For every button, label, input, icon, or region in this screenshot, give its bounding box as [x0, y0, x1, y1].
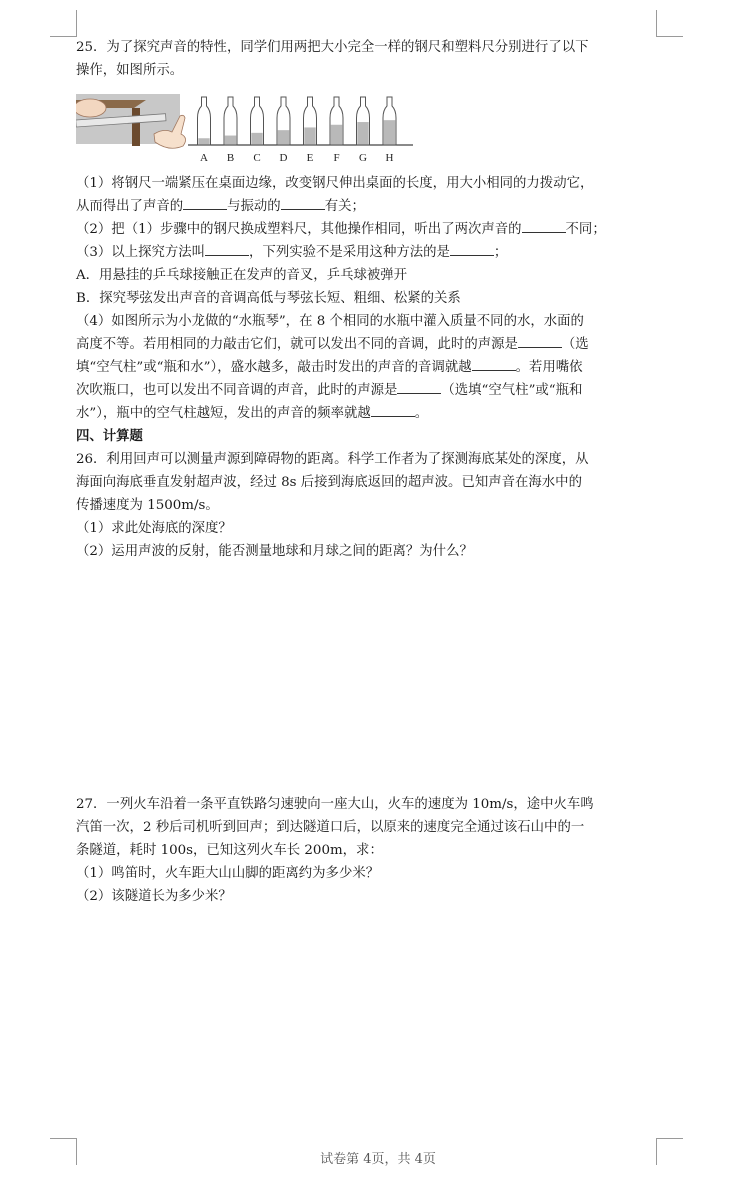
q25-part1-text-a: 从而得出了声音的 — [76, 199, 184, 214]
q27-line-1: 27．一列火车沿着一条平直铁路匀速驶向一座大山，火车的速度为 10m/s，途中火车鸣 — [76, 797, 594, 812]
q25-part1-text-b: 与振动的 — [227, 199, 281, 214]
q25-part3-text-a: （3）以上探究方法叫 — [76, 245, 206, 260]
q25-part4-text: 水”），瓶中的空气柱越短，发出的声音的频率就越 — [76, 406, 371, 421]
bottle-outline — [198, 97, 211, 145]
q25-stem-line-1: 25．为了探究声音的特性，同学们用两把大小完全一样的钢尺和塑料尺分别进行了以下 — [76, 40, 589, 55]
q25-part4-text: （选 — [561, 337, 589, 352]
q25-option-b: B．探究琴弦发出声音的音调高低与琴弦长短、粗细、松紧的关系 — [76, 291, 461, 306]
crop-mark-top-right — [656, 10, 683, 37]
q25-part4-line-1: （4）如图所示为小龙做的“水瓶琴”，在 8 个相同的水瓶中灌入质量不同的水，水面的 — [76, 314, 584, 329]
q25-part2-line — [76, 218, 656, 241]
q25-figure — [76, 94, 456, 166]
bottle-label: H — [385, 152, 394, 164]
answer-blank[interactable] — [450, 241, 494, 256]
q25-part4-text: （选填“空气柱”或“瓶和 — [441, 383, 583, 398]
q27-sub-1: （1）鸣笛时，火车距大山山脚的距离约为多少米？ — [76, 866, 380, 881]
ruler-table-illustration — [76, 94, 186, 148]
bottle-label: A — [200, 152, 208, 164]
answer-space-q26 — [76, 563, 656, 793]
bottle-label: D — [279, 152, 288, 164]
section-title-calculation: 四、计算题 — [76, 428, 143, 444]
water-fill — [251, 133, 262, 145]
q25-part4-text: 高度不等。若用相同的力敲击它们，就可以发出不同的音调，此时的声源是 — [76, 337, 518, 352]
q25-part3-line — [76, 241, 656, 264]
q25-part2-text-b: 不同； — [565, 222, 606, 237]
q25-part3-text-c: ； — [493, 245, 508, 260]
water-fill — [384, 120, 395, 145]
q27-line-2: 汽笛一次，2 秒后司机听到回声；到达隧道口后，以原来的速度完全通过该石山中的一 — [76, 820, 585, 835]
q25-part1-line-2 — [76, 195, 656, 218]
water-bottle-b — [224, 97, 237, 164]
q25-part1-text-c: 有关； — [324, 199, 365, 214]
water-bottle-e — [304, 97, 317, 164]
q26-line-1: 26．利用回声可以测量声源到障碍物的距离。科学工作者为了探测海底某处的深度，从 — [76, 452, 589, 467]
q25-part4-line-2 — [76, 333, 656, 356]
water-bottle-g — [357, 97, 370, 164]
answer-blank[interactable] — [518, 333, 562, 348]
q25-part1-line-1: （1）将钢尺一端紧压在桌面边缘，改变钢尺伸出桌面的长度，用大小相同的力拨动它， — [76, 176, 594, 191]
answer-blank[interactable] — [371, 402, 415, 417]
answer-blank[interactable] — [397, 379, 441, 394]
bottle-label: E — [306, 152, 314, 164]
q25-part4-line-3 — [76, 356, 656, 379]
answer-blank[interactable] — [522, 218, 566, 233]
q26-sub-1: （1）求此处海底的深度？ — [76, 521, 232, 536]
q27-sub-2: （2）该隧道长为多少米？ — [76, 889, 232, 904]
crop-mark-top-left — [50, 10, 77, 37]
answer-blank[interactable] — [472, 356, 516, 371]
water-bottle-h — [383, 97, 396, 164]
answer-blank[interactable] — [183, 195, 227, 210]
question-25 — [76, 36, 656, 425]
ruler-and-bottles-figure — [76, 94, 456, 166]
answer-blank[interactable] — [205, 241, 249, 256]
q25-stem-line-2: 操作，如图所示。 — [76, 63, 184, 78]
answer-blank[interactable] — [281, 195, 325, 210]
water-bottle-f — [330, 97, 343, 164]
q25-part4-line-5 — [76, 402, 656, 425]
water-bottle-a — [198, 97, 211, 164]
water-bottle-c — [251, 97, 264, 164]
q25-part2-text-a: （2）把（1）步骤中的钢尺换成塑料尺，其他操作相同，听出了两次声音的 — [76, 222, 522, 237]
q26-line-3: 传播速度为 1500m/s。 — [76, 498, 219, 513]
water-fill — [225, 136, 236, 145]
q25-part4-text: 填“空气柱”或“瓶和水”），盛水越多，敲击时发出的声音的音调就越 — [76, 360, 472, 375]
q26-sub-2: （2）运用声波的反射，能否测量地球和月球之间的距离？为什么？ — [76, 544, 473, 559]
bottle-label: F — [333, 152, 340, 164]
q25-part4-line-4 — [76, 379, 656, 402]
water-fill — [304, 127, 315, 145]
bottle-label: B — [226, 152, 235, 164]
bottle-label: G — [359, 152, 367, 164]
page-footer: 试卷第 4页，共 4页 — [320, 1152, 436, 1167]
question-26 — [76, 448, 656, 563]
q25-part4-text: 次吹瓶口，也可以发出不同音调的声音，此时的声源是 — [76, 383, 398, 398]
water-fill — [357, 122, 368, 145]
water-fill — [331, 125, 342, 145]
question-27 — [76, 793, 656, 908]
bottle-label: C — [253, 152, 261, 164]
exam-page-content — [76, 36, 656, 908]
q25-part4-text: 。 — [414, 406, 429, 421]
q27-line-3: 条隧道，耗时 100s，已知这列火车长 200m，求： — [76, 843, 383, 858]
q25-part3-text-b: ，下列实验不是采用这种方法的是 — [249, 245, 450, 260]
water-bottle-d — [277, 97, 290, 164]
water-fill — [278, 130, 289, 145]
q25-option-a: A．用悬挂的乒乓球接触正在发声的音叉，乒乓球被弹开 — [76, 268, 408, 283]
q26-line-2: 海面向海底垂直发射超声波，经过 8s 后接到海底返回的超声波。已知声音在海水中的 — [76, 475, 582, 490]
bottle-group — [198, 97, 397, 164]
water-fill — [198, 138, 209, 145]
q25-part4-text: 。若用嘴依 — [515, 360, 583, 375]
